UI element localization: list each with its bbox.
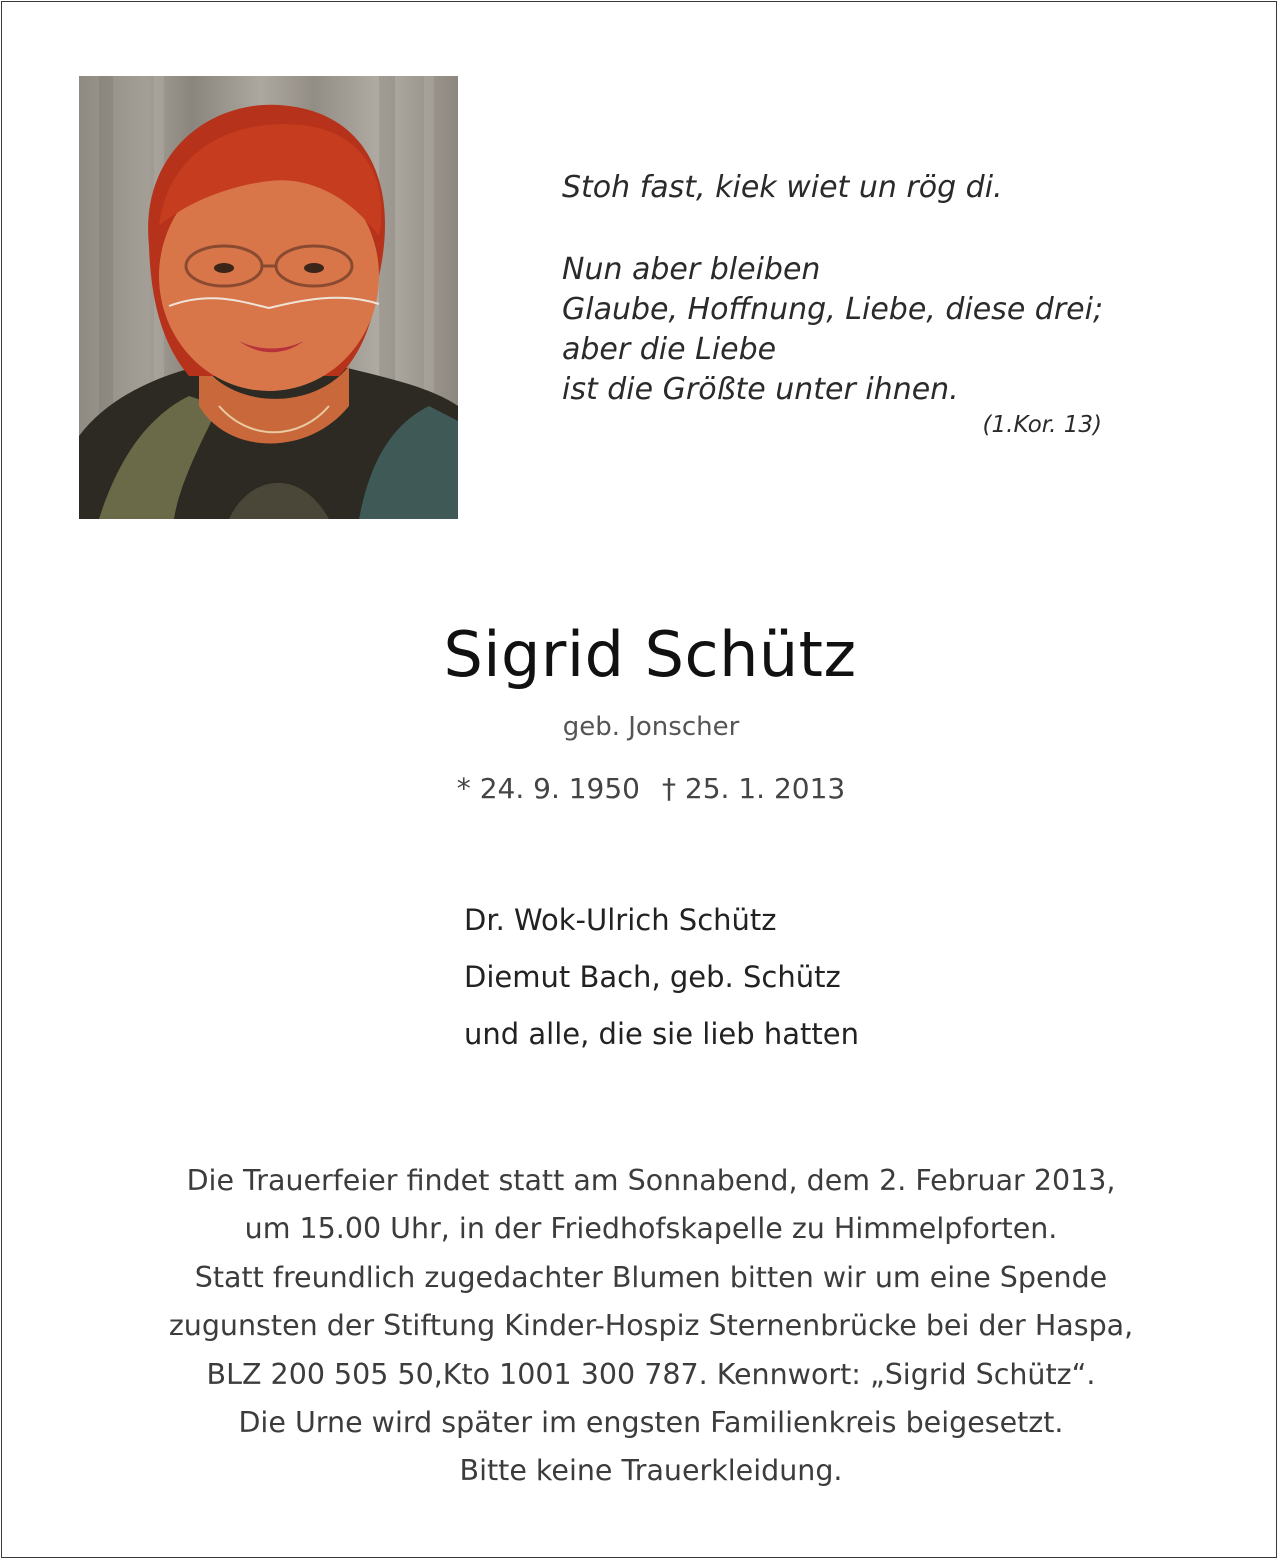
funeral-info [0,1157,1280,1496]
verse-line: aber die Liebe [562,332,777,367]
mourner-line: Diemut Bach, geb. Schütz [464,960,841,994]
info-line: um 15.00 Uhr, in der Friedhofskapelle zu Himmelpforten. [244,1212,1058,1246]
verse-line: Nun aber bleiben [562,252,821,287]
death-date: † 25. 1. 2013 [662,772,846,805]
birth-date: * 24. 9. 1950 [456,772,640,805]
verse-line: Glaube, Hoffnung, Liebe, diese drei; [562,292,1104,327]
portrait-photo [79,76,458,519]
mourner-line: und alle, die sie lieb hatten [464,1017,859,1051]
bible-verse [562,250,1103,410]
verse-reference: (1.Kor. 13) [982,412,1102,438]
info-line: Statt freundlich zugedachter Blumen bitten wir um eine Spende [194,1260,1108,1294]
maiden-name: geb. Jonscher [562,712,740,742]
info-line: zugunsten der Stiftung Kinder-Hospiz Sternenbrücke bei der Haspa, [168,1309,1134,1343]
info-line: Bitte keine Trauerkleidung. [459,1454,843,1488]
info-line: Die Urne wird später im engsten Familienkreis beigesetzt. [238,1406,1064,1440]
mourner-line: Dr. Wok-Ulrich Schütz [464,903,777,937]
life-dates [0,772,1280,805]
mourners-list [464,892,859,1063]
verse-motto: Stoh fast, kiek wiet un rög di. [562,170,1003,205]
verse-line: ist die Größte unter ihnen. [562,372,959,407]
info-line: Die Trauerfeier findet statt am Sonnabend, dem 2. Februar 2013, [186,1164,1116,1197]
info-line: BLZ 200 505 50,Kto 1001 300 787. Kennwort: „Sigrid Schütz“. [206,1357,1096,1391]
deceased-name: Sigrid Schütz [443,618,857,691]
